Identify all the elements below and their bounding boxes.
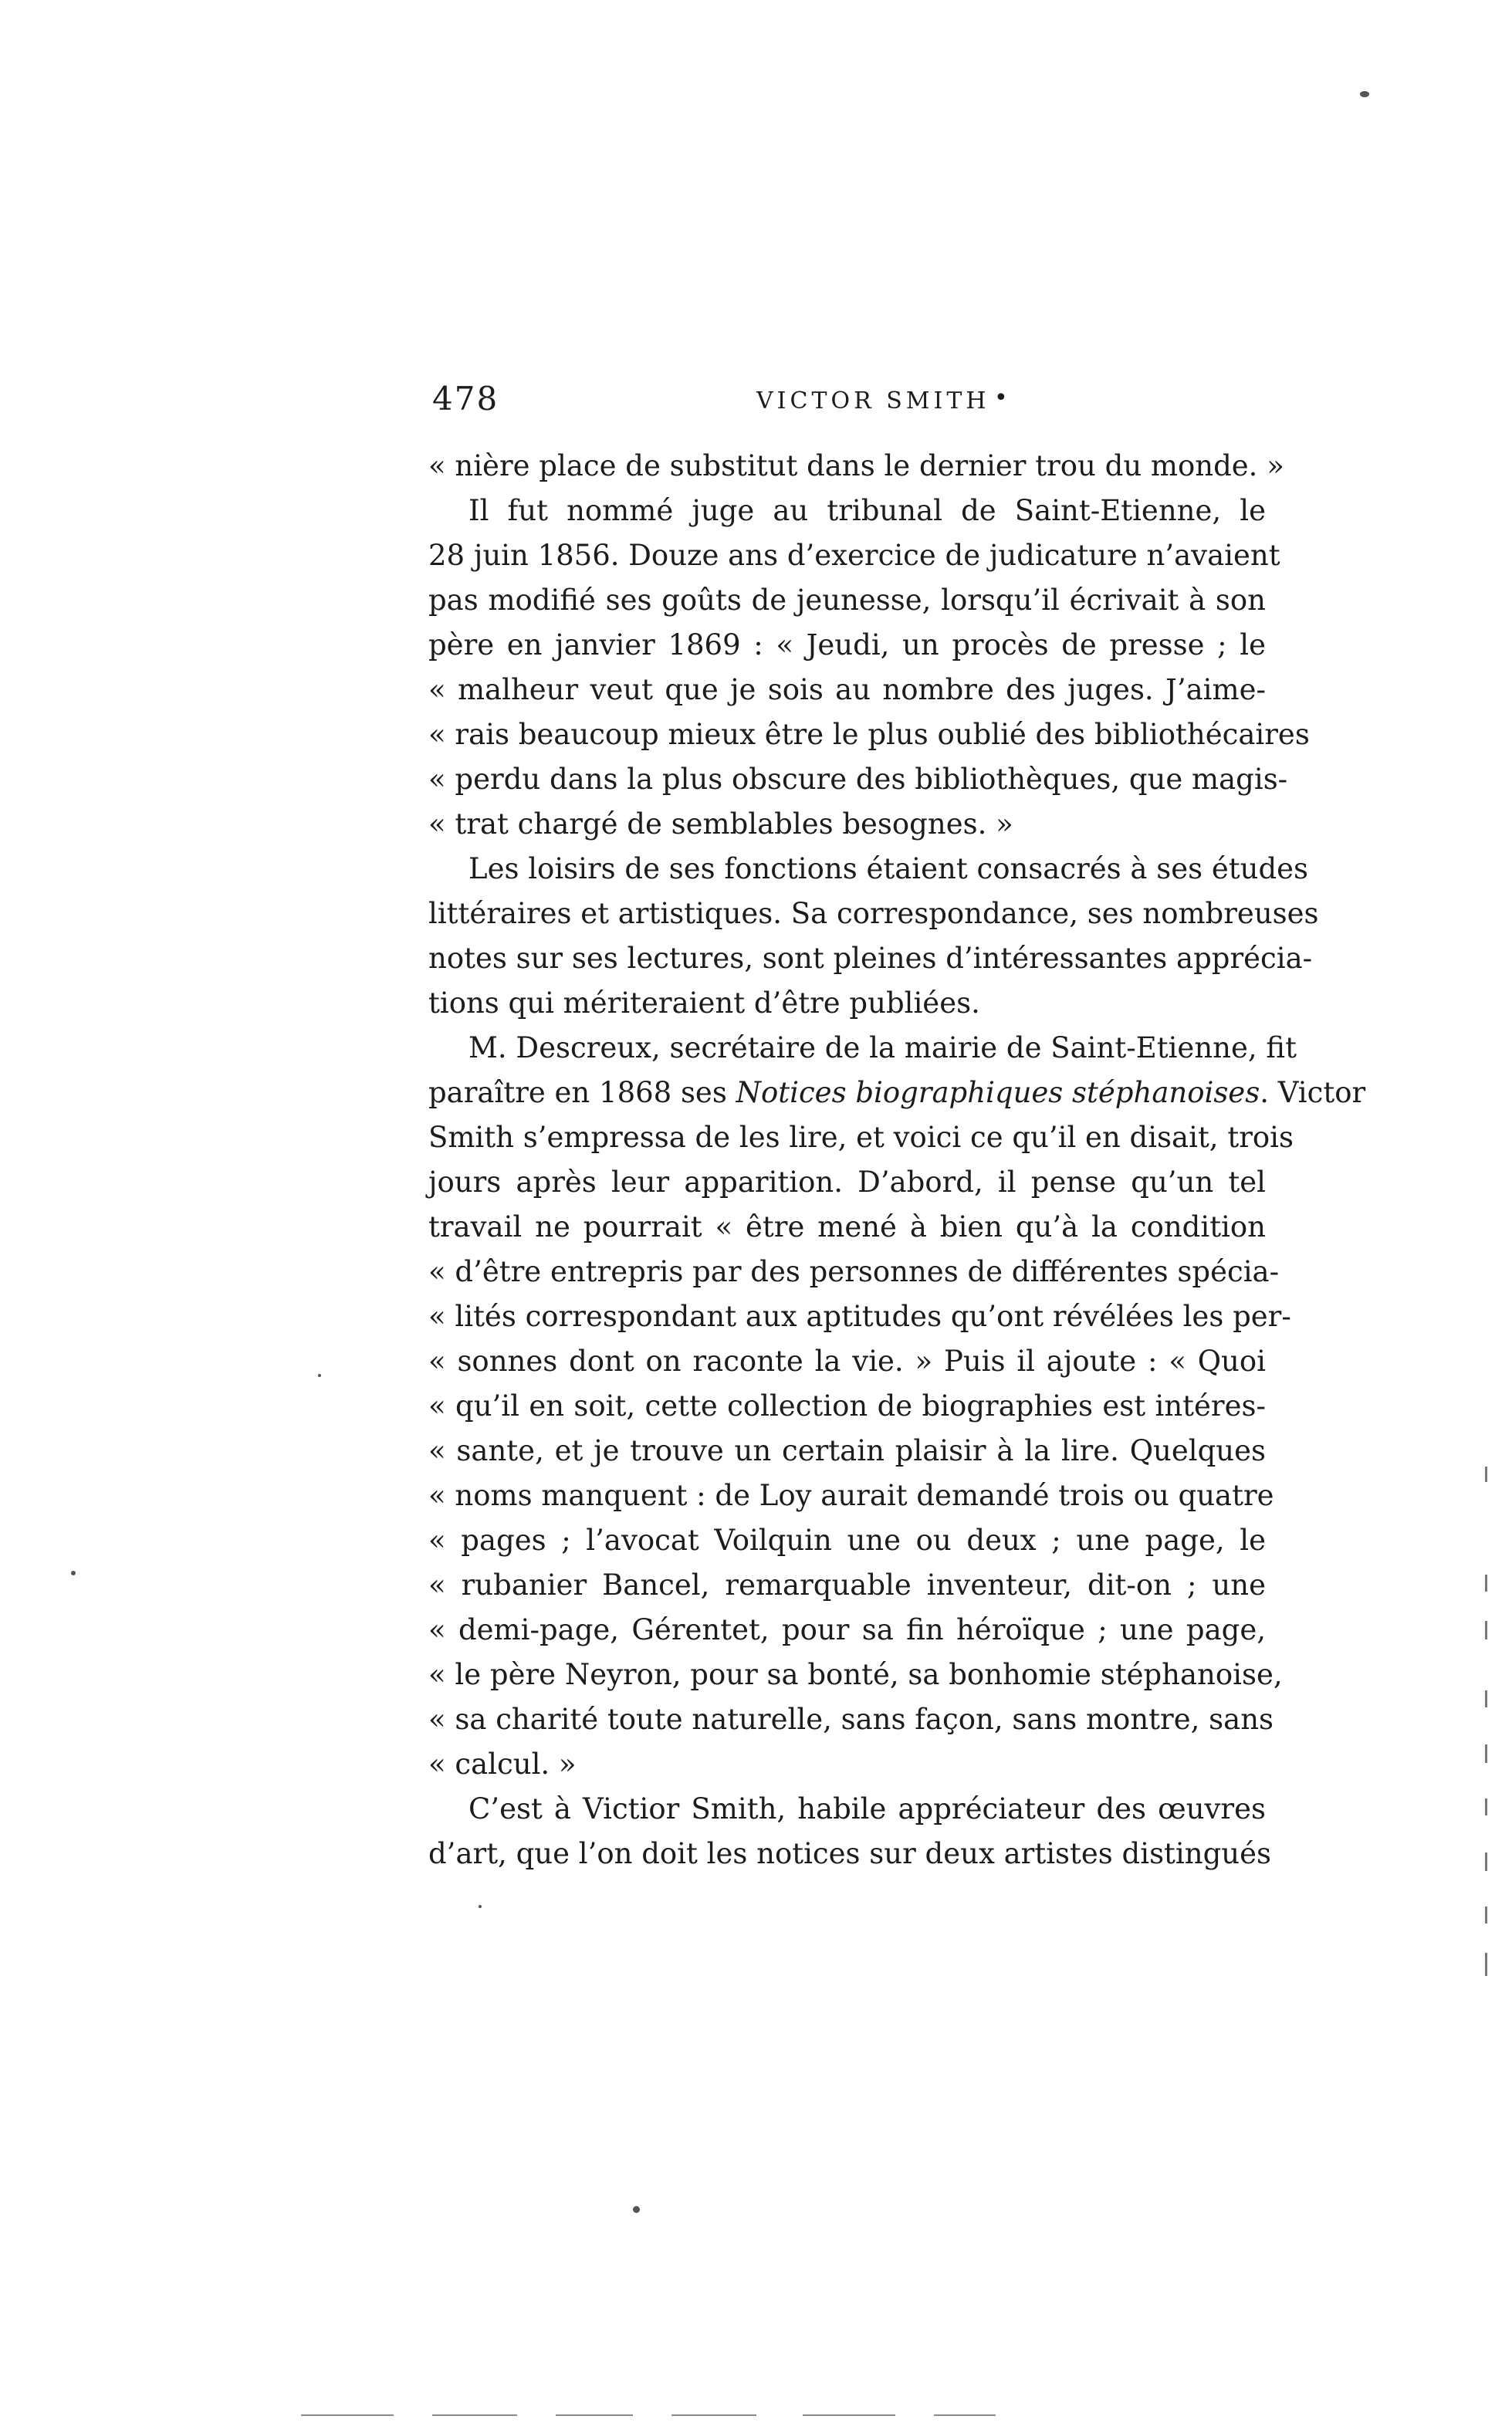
text-line: « sa charité toute naturelle, sans façon, sans montre, sans	[428, 1703, 1274, 1736]
scan-edge-mark	[1485, 1744, 1487, 1763]
scan-edge-mark	[1485, 1798, 1487, 1815]
scan-edge-mark	[1485, 1907, 1487, 1924]
scan-bottom-rule	[432, 2414, 517, 2416]
text-line: littéraires et artistiques. Sa correspondance, ses nombreuses	[428, 897, 1319, 930]
text-line: M. Descreux, secrétaire de la mairie de Saint-Etienne, fit	[468, 1031, 1297, 1064]
text-line: « malheur veut que je sois au nombre des juges. J’aime-	[428, 673, 1266, 706]
scan-bottom-rule	[671, 2414, 756, 2416]
text-line: « noms manquent : de Loy aurait demandé trois ou quatre	[428, 1479, 1274, 1512]
text-line: « sonnes dont on raconte la vie. » Puis il ajoute : « Quoi	[428, 1345, 1266, 1378]
scan-bottom-rule	[556, 2414, 633, 2416]
text-line: « perdu dans la plus obscure des bibliothèques, que magis-	[428, 763, 1288, 796]
text-line: 28 juin 1856. Douze ans d’exercice de judicature n’avaient	[428, 539, 1280, 572]
scan-speck	[633, 2206, 640, 2213]
text-line: « trat chargé de semblables besognes. »	[428, 807, 1013, 841]
scan-speck	[71, 1571, 76, 1575]
text-segment: paraître en 1868 ses	[428, 1076, 736, 1109]
text-line: « nière place de substitut dans le dernier trou du monde. »	[428, 449, 1284, 482]
text-line: pas modifié ses goûts de jeunesse, lorsqu’il écrivait à son	[428, 584, 1266, 617]
scan-edge-mark	[1485, 1575, 1487, 1592]
text-line: tions qui mériteraient d’être publiées.	[428, 986, 980, 1020]
text-line: C’est à Victior Smith, habile appréciateur des œuvres	[468, 1792, 1266, 1825]
text-line: « rubanier Bancel, remarquable inventeur, dit-on ; une	[428, 1568, 1266, 1602]
text-line: notes sur ses lectures, sont pleines d’intéressantes apprécia-	[428, 942, 1313, 975]
scan-speck	[1360, 91, 1369, 97]
book-title-italic: Notices biographiques stéphanoises	[736, 1076, 1260, 1109]
text-line: d’art, que l’on doit les notices sur deux artistes distingués	[428, 1837, 1271, 1870]
page-number: 478	[432, 380, 499, 418]
scan-edge-mark	[1485, 1953, 1487, 1976]
text-line: « qu’il en soit, cette collection de biographies est intéres-	[428, 1389, 1266, 1423]
text-line: « sante, et je trouve un certain plaisir à la lire. Quelques	[428, 1434, 1266, 1467]
text-line: Il fut nommé juge au tribunal de Saint-Etienne, le	[468, 494, 1266, 527]
scan-speck	[479, 1905, 482, 1908]
scan-edge-mark	[1485, 1690, 1487, 1707]
text-line: travail ne pourrait « être mené à bien qu’à la condition	[428, 1210, 1266, 1243]
text-line: « demi-page, Gérentet, pour sa fin héroïque ; une page,	[428, 1613, 1266, 1646]
text-line: « calcul. »	[428, 1748, 577, 1781]
text-line: Les loisirs de ses fonctions étaient consacrés à ses études	[468, 852, 1309, 885]
running-title: VICTOR SMITH	[756, 387, 990, 414]
text-line: jours après leur apparition. D’abord, il pense qu’un tel	[428, 1166, 1266, 1199]
text-line: « pages ; l’avocat Voilquin une ou deux ; une page, le	[428, 1524, 1266, 1557]
scan-edge-mark	[1485, 1467, 1487, 1482]
body-text	[428, 444, 1366, 1876]
running-head	[432, 380, 1266, 426]
scan-bottom-rule	[934, 2414, 996, 2416]
scan-edge-mark	[1485, 1621, 1487, 1639]
text-line: « d’être entrepris par des personnes de différentes spécia-	[428, 1255, 1280, 1288]
text-segment: . Victor	[1260, 1076, 1366, 1109]
text-line: « le père Neyron, pour sa bonté, sa bonhomie stéphanoise,	[428, 1658, 1283, 1691]
scan-edge-mark	[1485, 1852, 1487, 1871]
scan-bottom-rule	[803, 2414, 895, 2416]
text-line-with-title	[428, 1071, 1366, 1115]
running-head-ornament: •	[994, 384, 1008, 411]
text-line: « lités correspondant aux aptitudes qu’ont révélées les per-	[428, 1300, 1291, 1333]
text-line: Smith s’empressa de les lire, et voici ce qu’il en disait, trois	[428, 1121, 1294, 1154]
scan-bottom-rule	[301, 2414, 394, 2416]
text-line: père en janvier 1869 : « Jeudi, un procès de presse ; le	[428, 628, 1266, 661]
scan-speck	[318, 1374, 321, 1377]
text-line: « rais beaucoup mieux être le plus oublié des bibliothécaires	[428, 718, 1310, 751]
